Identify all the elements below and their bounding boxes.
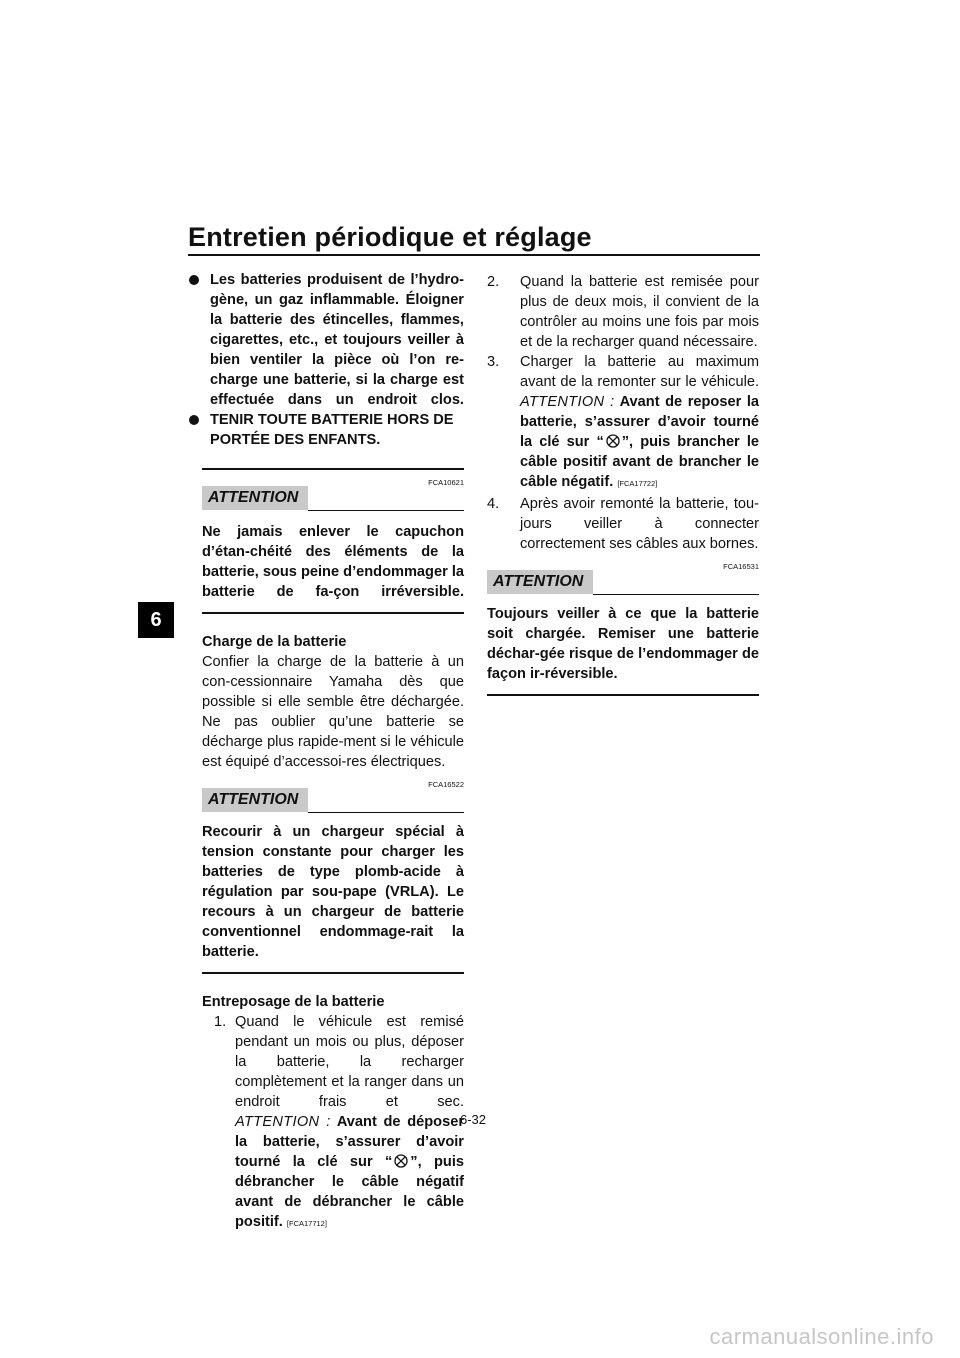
attention-bottom-rule: [202, 972, 464, 974]
step-number: 4.: [487, 496, 500, 512]
caution-text-b: ”, puis débrancher le câble négatif avant de débrancher le câble positif.: [235, 1154, 465, 1230]
section-heading: Entreposage de la batterie: [202, 994, 385, 1010]
attention-underline: [308, 510, 464, 511]
warning-bullet-2: [188, 410, 464, 450]
warning-bullet-1: [188, 270, 464, 410]
attention-block-3: [487, 560, 759, 696]
step-caution: [520, 392, 759, 494]
attention-text: Toujours veiller à ce que la batterie soit chargée. Remiser une batterie déchar-gée risque de l’endommager de façon ir-réversible.: [487, 606, 759, 682]
attention-text: Ne jamais enlever le capuchon d’étan-chéité des éléments de la batterie, sous peine d’endommager la batterie de fa-çon irréversible.: [202, 524, 464, 600]
bullet-text: TENIR TOUTE BATTERIE HORS DE PORTÉE DES ENFANTS.: [210, 412, 454, 448]
step-text: Quand la batterie est remisée pour plus de deux mois, il convient de la contrôler au moins une fois par mois et de la recharger quand nécessaire.: [520, 274, 759, 350]
step-number: 1.: [214, 1014, 227, 1030]
step-number: 3.: [487, 354, 500, 370]
caution-code: [FCA17712]: [286, 1219, 327, 1228]
caution-text-a: Avant de déposer la batterie, s’assurer d’avoir tourné la clé sur “: [235, 1114, 464, 1170]
caution-text-a: Avant de reposer la batterie, s’assurer d’avoir tourné la clé sur “: [520, 394, 759, 450]
caution-label: ATTENTION :: [235, 1114, 331, 1130]
right-column: [487, 272, 759, 696]
caution-label: ATTENTION :: [520, 394, 615, 410]
section-heading: Charge de la batterie: [202, 634, 347, 650]
attention-code: FCA16522: [428, 780, 464, 789]
page-title: Entretien périodique et réglage: [188, 222, 592, 252]
title-rule: [188, 254, 760, 256]
attention-block-2: [202, 778, 464, 974]
step-text: Charger la batterie au maximum avant de la remonter sur le véhicule.: [520, 354, 759, 390]
attention-badge: ATTENTION: [202, 788, 308, 812]
caution-text-b: ”, puis brancher le câble positif avant de brancher le câble négatif.: [520, 434, 759, 490]
step-text: Après avoir remonté la batterie, tou-jours veiller à connecter correctement ses câbles aux bornes.: [520, 496, 759, 552]
step-text: Quand le véhicule est remisé pendant un mois ou plus, déposer la batterie, la recharger complètement et la ranger dans un endroit frais et sec.: [235, 1014, 464, 1110]
site-watermark: carmanualsonline.info: [709, 1324, 934, 1349]
caution-code: [FCA17722]: [617, 479, 658, 488]
step-number: 2.: [487, 274, 500, 290]
bullet-text: Les batteries produisent de l’hydro-gène, un gaz inflammable. Éloigner la batterie des étincelles, flammes, cigarettes, etc., et toujours veiller à bien ventiler la pièce où l’on re-charge une batterie, si la charge est effectuée dans un endroit clos.: [210, 272, 464, 408]
attention-text: Recourir à un chargeur spécial à tension constante pour charger les batteries de type plomb-acide à régulation par sou-pape (VRLA). Le recours à un chargeur de batterie conventionnel endommage-rait la batterie.: [202, 824, 464, 960]
charge-section: [202, 632, 464, 772]
attention-code: FCA16531: [723, 562, 759, 571]
attention-code: FCA10621: [428, 478, 464, 487]
storage-step-1: [202, 1012, 464, 1234]
attention-badge: ATTENTION: [487, 570, 593, 594]
attention-block-1: [202, 468, 464, 614]
attention-bottom-rule: [487, 694, 759, 696]
page-number: 6-32: [460, 1112, 487, 1127]
storage-section: [202, 992, 464, 1234]
attention-underline: [308, 812, 464, 813]
attention-underline: [593, 594, 759, 595]
storage-step-4: [487, 494, 759, 554]
storage-step-3: [487, 352, 759, 494]
step-caution: [235, 1112, 464, 1234]
bullet-icon: [189, 415, 199, 425]
chapter-tab: 6: [138, 602, 174, 638]
attention-top-rule: [202, 468, 464, 470]
left-column: [202, 272, 464, 1234]
attention-bottom-rule: [202, 612, 464, 614]
section-body: Confier la charge de la batterie à un con-cessionnaire Yamaha dès que possible si elle semble être déchargée. Ne pas oublier qu’une batterie se décharge plus rapide-ment si le véhicule est équipé d’accessoi-res électriques.: [202, 654, 464, 770]
storage-step-2: [487, 272, 759, 352]
key-off-icon: [394, 1154, 408, 1168]
key-off-icon: [606, 434, 620, 448]
attention-badge: ATTENTION: [202, 486, 308, 510]
bullet-icon: [189, 275, 199, 285]
